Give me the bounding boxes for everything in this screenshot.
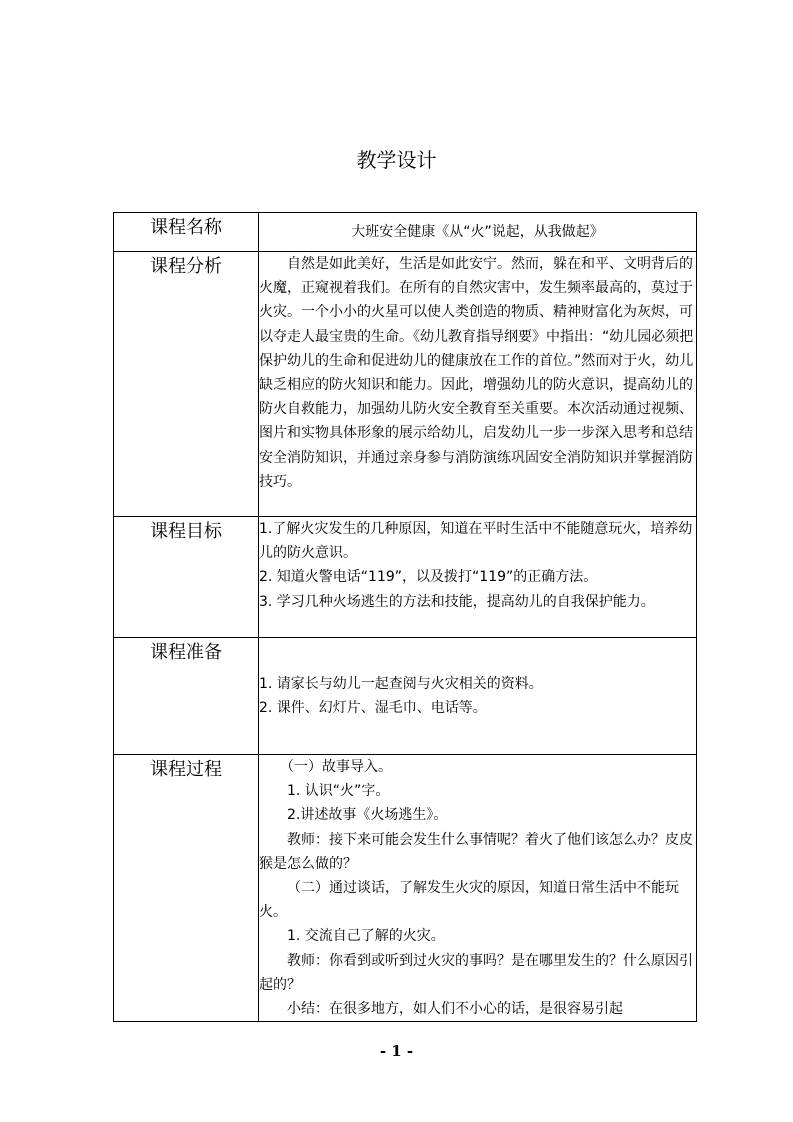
table-row-course-analysis [114,252,697,517]
label-course-name: 课程名称 [114,213,259,252]
label-course-goals: 课程目标 [114,517,259,638]
process-line: 1. 交流自己了解的火灾。 [287,928,445,945]
goal-item: 3. 学习几种火场逃生的方法和技能，提高幼儿的自我保护能力。 [259,593,655,610]
goal-item: 1.了解火灾发生的几种原因，知道在平时生活中不能随意玩火，培养幼儿的防火意识。 [259,521,693,562]
goal-item: 2. 知道火警电话“119”，以及拨打“119”的正确方法。 [259,569,598,586]
table-row-course-goals [114,517,697,638]
process-line: （一）故事导入。 [280,759,392,775]
page-title: 教学设计 [356,148,437,172]
preparation-item: 1. 请家长与幼儿一起查阅与火灾相关的资料。 [259,675,543,692]
label-course-preparation: 课程准备 [114,638,259,755]
cell-course-process [259,755,697,1022]
course-name-value: 大班安全健康《从“火”说起，从我做起》 [351,223,604,240]
label-course-analysis: 课程分析 [114,252,259,517]
process-line: 1. 认识“火”字。 [287,783,390,800]
lesson-plan-table [113,212,697,1022]
process-line: 教师：你看到或听到过火灾的事吗？是在哪里发生的？什么原因引起的？ [259,952,693,993]
cell-course-name [259,213,697,252]
process-line: 2.讲述故事《火场逃生》。 [287,807,448,824]
cell-course-analysis [259,252,697,517]
cell-course-preparation [259,638,697,755]
preparation-item: 2. 课件、幻灯片、湿毛巾、电话等。 [259,700,487,716]
analysis-paragraph: 自然是如此美好，生活是如此安宁。然而，躲在和平、文明背后的火魔，正窥视着我们。在所有的自然灾害中，发生频率最高的，莫过于火灾。一个小小的火星可以使人类创造的物质、精神财富化为灰烬，可以夺走人最宝贵的生命。《幼儿教育指导纲要》中指出：“幼儿园必须把保护幼儿的生命和促进幼儿的健康放在工作的首位。”然而对于火，幼儿缺乏相应的防火知识和能力。因此，增强幼儿的防火意识，提高幼儿的防火自救能力，加强幼儿防火安全教育至关重要。本次活动通过视频、图片和实物具体形象的展示给幼儿，启发幼儿一步一步深入思考和总结安全消防知识，并通过亲身参与消防演练巩固安全消防知识并掌握消防技巧。 [259,256,694,490]
table-row-course-name [114,213,697,252]
page-number: - 1 - [379,1042,414,1060]
label-course-process: 课程过程 [114,755,259,1022]
table-row-course-process [114,755,697,1022]
process-line: 小结：在很多地方，如人们不小心的话，是很容易引起 [287,1001,623,1018]
process-line: 教师：接下来可能会发生什么事情呢？着火了他们该怎么办？皮皮猴是怎么做的？ [259,831,693,872]
process-line: （二）通过谈话，了解发生火灾的原因，知道日常生活中不能玩火。 [259,880,679,921]
table-row-course-preparation [114,638,697,755]
cell-course-goals [259,517,697,638]
